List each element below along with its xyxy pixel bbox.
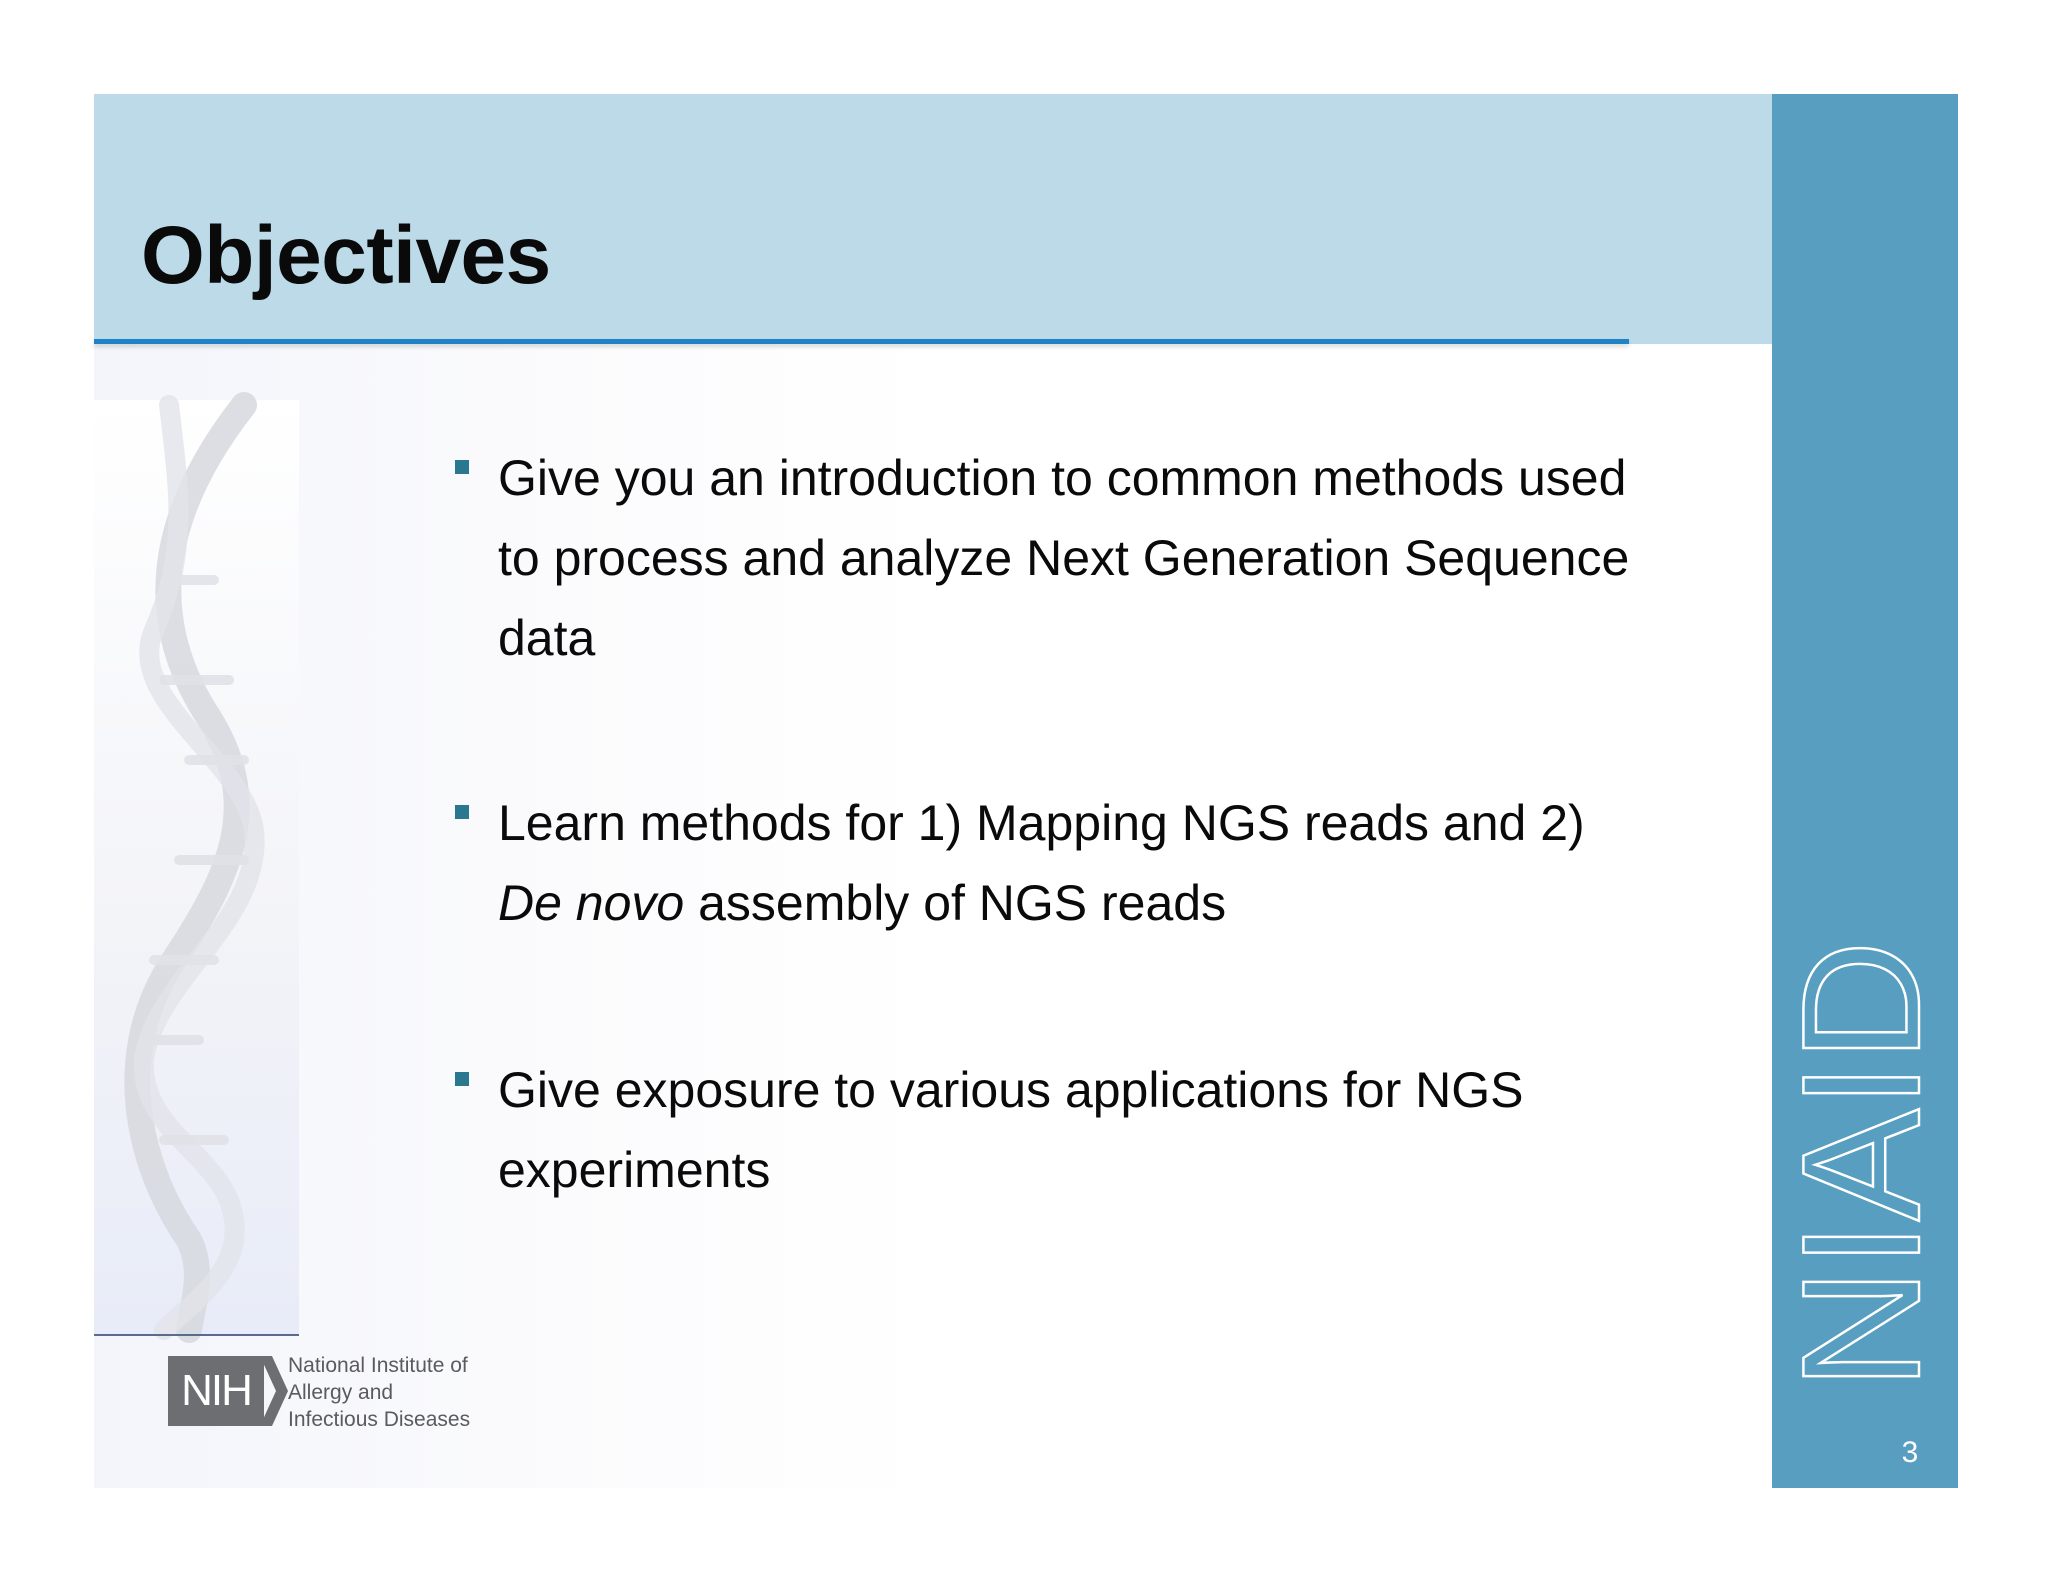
square-bullet-icon: [455, 805, 469, 819]
page-number: 3: [1901, 1436, 1919, 1469]
italic-term: De novo: [498, 875, 685, 931]
bullet-line: Give you an introduction to common methods used: [498, 450, 1627, 506]
slide-title: Objectives: [141, 210, 551, 301]
side-panel: [94, 400, 299, 1335]
niaid-wordmark-text: NIAID: [1767, 941, 1955, 1390]
nih-logo: [168, 1352, 498, 1432]
bullet-line: Give exposure to various applications for NGS: [498, 1062, 1524, 1118]
institute-line: Allergy and: [288, 1381, 394, 1404]
bullet-text: [498, 783, 1748, 943]
bullet-line: to process and analyze Next Generation Sequence: [498, 530, 1630, 586]
nih-chevron-icon: [260, 1356, 290, 1426]
institute-line: Infectious Diseases: [288, 1408, 471, 1431]
bullet-line: experiments: [498, 1142, 771, 1198]
bullet-line: [498, 863, 1748, 943]
nih-abbrev: NIH: [168, 1356, 264, 1426]
side-panel-divider: [94, 1334, 299, 1336]
square-bullet-icon: [455, 1072, 469, 1086]
bullet-line: data: [498, 610, 596, 666]
square-bullet-icon: [455, 460, 469, 474]
bullet-line-rest: assembly of NGS reads: [684, 875, 1227, 931]
bullet-line: Learn methods for 1) Mapping NGS reads and 2): [498, 795, 1585, 851]
dna-helix-watermark-icon: [94, 400, 299, 1335]
bullet-text: [498, 438, 1748, 678]
bullet-text: [498, 1050, 1748, 1210]
niaid-wordmark: [1767, 935, 1955, 1395]
institute-name: [288, 1352, 508, 1433]
header-rule: [94, 339, 1629, 344]
institute-line: National Institute of: [288, 1354, 468, 1377]
